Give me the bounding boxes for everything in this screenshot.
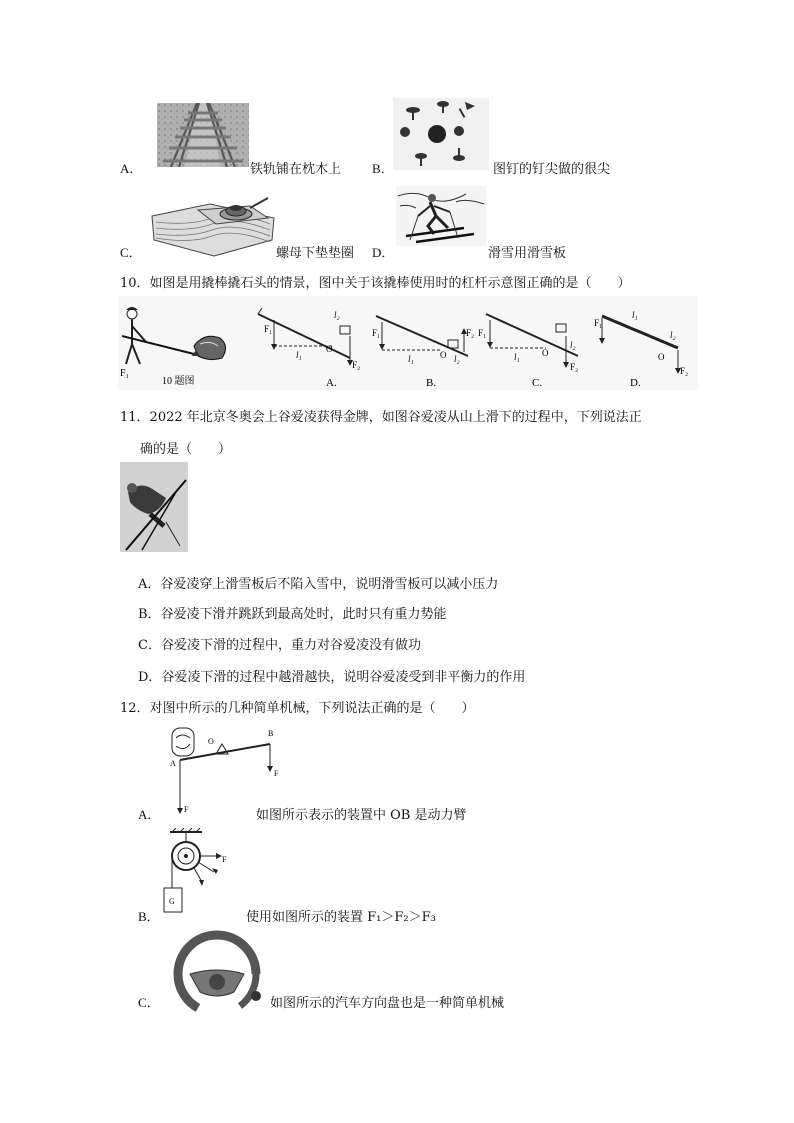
q9-option-b-text: 图钉的钉尖做的很尖: [493, 162, 611, 177]
diagram-b-label: B.: [426, 377, 437, 389]
q12-option-a-label: A．: [138, 807, 161, 822]
q12-fig-b-label-g: G: [169, 897, 175, 906]
diagram-a-f1: F₁: [264, 324, 273, 334]
diagram-d-label: D.: [630, 377, 641, 389]
q9-option-c-text: 螺母下垫垫圈: [276, 246, 355, 261]
q12-fig-b-label-f: F: [222, 855, 227, 864]
rail-on-sleepers-image: [157, 103, 249, 167]
q9-option-a-label: A．: [120, 161, 143, 176]
q10-fig-caption: 10 题图: [162, 376, 195, 387]
diagram-b-l2: l₂: [454, 354, 460, 364]
q12-fig-a-label-o: O: [208, 737, 214, 746]
q9-option-b-label: B．: [372, 161, 394, 176]
q12-option-b-label: B．: [138, 909, 160, 924]
diagram-c-label: C.: [532, 377, 543, 389]
diagram-a-l2: l₂: [334, 310, 340, 320]
q12-fig-a-label-a: A: [170, 759, 176, 768]
diagram-c-f2: F₂: [570, 362, 579, 372]
q11-option-d: D．谷爱凌下滑的过程中越滑越快，说明谷爱凌受到非平衡力的作用: [138, 670, 526, 685]
q11-option-c: C．谷爱凌下滑的过程中，重力对谷爱凌没有做功: [138, 638, 421, 653]
q9-option-d-label: D．: [372, 245, 395, 260]
diagram-d-f2: F₂: [680, 366, 689, 376]
steering-wheel-image: [168, 930, 266, 1016]
diagram-c-o: O: [542, 348, 549, 358]
diagram-a-label: A.: [326, 377, 337, 389]
diagram-c-l1: l₁: [514, 352, 520, 362]
q12-pulley-figure: [158, 828, 238, 920]
q11-stem-line2: 确的是（ ）: [140, 442, 232, 457]
diagram-a-f2: F₂: [352, 360, 361, 370]
diagram-c-f1: F₁: [478, 328, 487, 338]
q9-option-c-label: C．: [120, 245, 142, 260]
q9-option-a-text: 铁轨铺在枕木上: [250, 162, 342, 177]
q12-option-a-text: 如图所示表示的装置中 OB 是动力臂: [256, 808, 467, 823]
skier-jump-photo: [120, 462, 188, 552]
diagram-a-l1: l₁: [296, 350, 302, 360]
q12-fig-a-label-f: F: [184, 805, 189, 814]
q12-option-c-text: 如图所示的汽车方向盘也是一种简单机械: [270, 996, 505, 1011]
diagram-d-l2: l₂: [670, 330, 676, 340]
diagram-b-f1: F₁: [372, 328, 381, 338]
diagram-a-o: O: [326, 344, 333, 354]
q12-option-b-text: 使用如图所示的装置 F₁＞F₂＞F₃: [246, 910, 436, 925]
diagram-d-f1: F₁: [594, 318, 603, 328]
q11-option-b: B．谷爱凌下滑并跳跃到最高处时，此时只有重力势能: [138, 607, 447, 622]
nut-washer-image: [150, 196, 276, 258]
thumbtacks-image: [393, 98, 489, 170]
diagram-c-l2: l₂: [570, 340, 576, 350]
diagram-b-o: O: [440, 350, 447, 360]
q12-fig-a-label-f2: F: [274, 769, 279, 778]
q10-figure-strip: [118, 296, 698, 390]
diagram-d-l1: l₁: [632, 310, 638, 320]
q11-stem-line1: 11．2022 年北京冬奥会上谷爱凌获得金牌，如图谷爱凌从山上滑下的过程中，下列说法正: [120, 410, 642, 425]
q12-fig-a-label-b: B: [268, 729, 274, 738]
skier-image: [396, 186, 486, 246]
q12-option-c-label: C．: [138, 995, 160, 1010]
diagram-d-o: O: [658, 352, 665, 362]
diagram-b-f2: F₂: [466, 328, 475, 338]
q12-stem: 12．对图中所示的几种简单机械，下列说法正确的是（ ）: [120, 701, 475, 716]
q10-scene-f1: F₁: [120, 368, 130, 379]
diagram-b-l1: l₁: [408, 354, 414, 364]
q11-option-a: A．谷爱凌穿上滑雪板后不陷入雪中，说明滑雪板可以减小压力: [138, 577, 499, 592]
q10-stem: 10．如图是用撬棒撬石头的情景，图中关于该撬棒使用时的杠杆示意图正确的是（ ）: [120, 276, 631, 291]
q9-option-d-text: 滑雪用滑雪板: [488, 246, 567, 261]
